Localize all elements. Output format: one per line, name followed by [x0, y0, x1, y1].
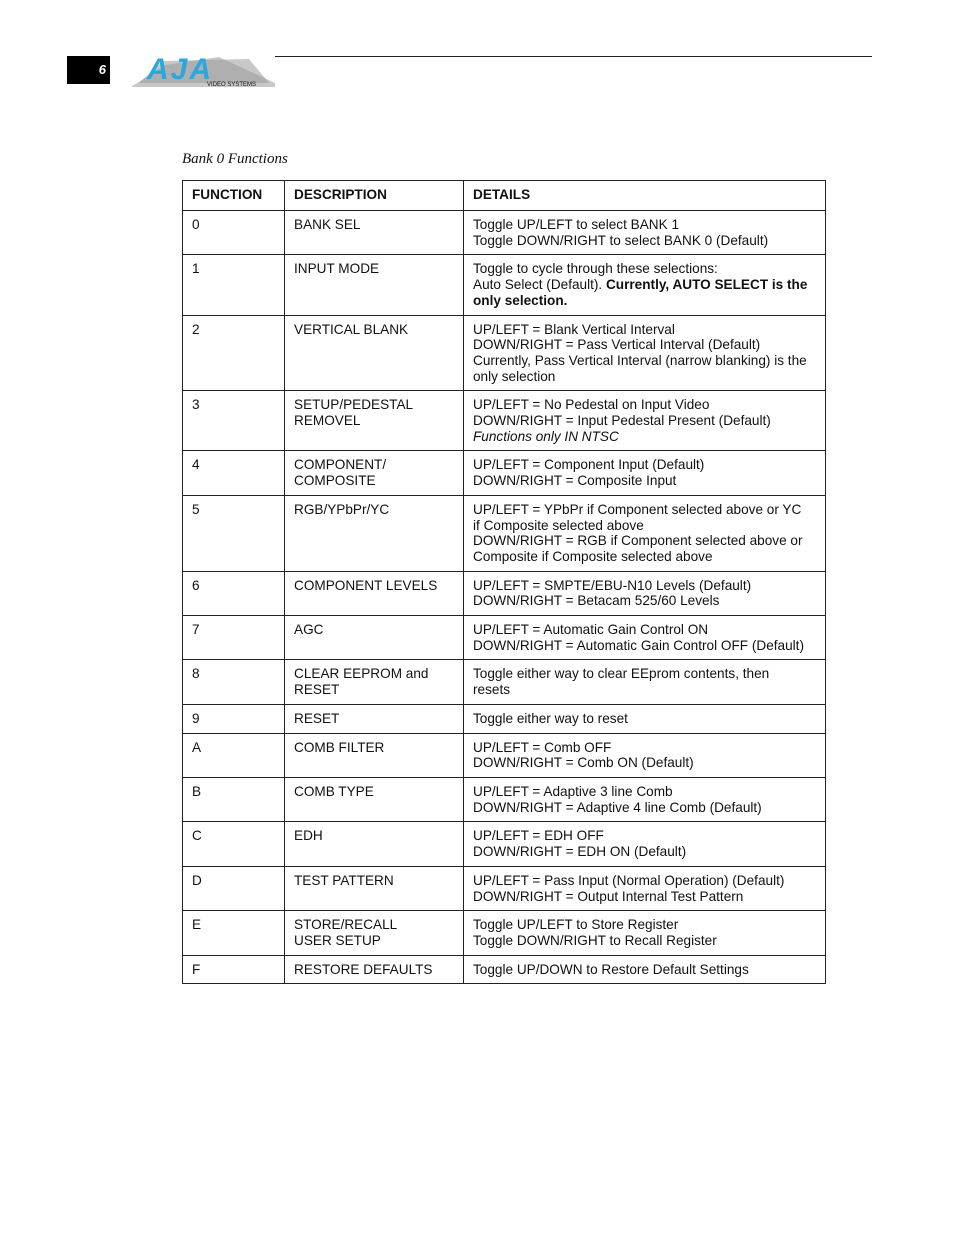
details-cell	[464, 955, 826, 984]
details-text: Toggle either way to clear EEprom contents, then	[473, 666, 770, 682]
details-text: Toggle DOWN/RIGHT to select BANK 0 (Default)	[473, 232, 769, 248]
function-cell: 5	[183, 495, 285, 571]
function-cell: 0	[183, 211, 285, 255]
details-cell	[464, 822, 826, 866]
table-row	[183, 733, 826, 777]
function-cell: 8	[183, 660, 285, 704]
details-cell	[464, 495, 826, 571]
details-line	[473, 397, 817, 413]
details-line	[473, 369, 817, 385]
details-line	[473, 622, 817, 638]
description-line: COMPONENT/	[294, 457, 387, 473]
table-row	[183, 660, 826, 704]
details-line	[473, 917, 817, 933]
description-line: BANK SEL	[294, 217, 361, 232]
function-cell: D	[183, 866, 285, 910]
details-line	[473, 578, 817, 594]
details-line	[473, 828, 817, 844]
table-row	[183, 704, 826, 733]
details-text: Composite if Composite selected above	[473, 548, 713, 564]
description-line: STORE/RECALL	[294, 917, 398, 933]
page-number: 6	[67, 56, 110, 84]
description-cell	[285, 822, 464, 866]
table-caption: Bank 0 Functions	[182, 151, 288, 167]
function-cell: 6	[183, 571, 285, 615]
details-text: only selection.	[473, 292, 568, 308]
details-line	[473, 233, 817, 249]
description-line: USER SETUP	[294, 932, 381, 948]
description-line: EDH	[294, 828, 323, 844]
details-cell	[464, 660, 826, 704]
logo-wordmark: AJA	[147, 53, 214, 86]
table-row	[183, 777, 826, 821]
details-text: UP/LEFT = SMPTE/EBU-N10 Levels (Default)	[473, 577, 752, 593]
bank0-functions-table	[182, 180, 826, 984]
table-row	[183, 315, 826, 391]
details-text: Auto Select (Default).	[473, 277, 606, 293]
details-line	[473, 337, 817, 353]
function-cell: 2	[183, 315, 285, 391]
table-row	[183, 571, 826, 615]
details-text: resets	[473, 682, 511, 698]
table-row	[183, 616, 826, 660]
description-line: CLEAR EEPROM and	[294, 666, 429, 682]
details-line	[473, 261, 817, 277]
details-line	[473, 962, 817, 978]
table-header-row	[183, 181, 826, 211]
details-text: Currently, Pass Vertical Interval (narrow blanking) is the	[473, 352, 807, 368]
description-cell	[285, 315, 464, 391]
description-line: RESTORE DEFAULTS	[294, 961, 433, 977]
table-row	[183, 255, 826, 315]
header-description: DESCRIPTION	[285, 181, 464, 211]
details-text: Functions only IN NTSC	[473, 428, 619, 444]
function-cell: 3	[183, 391, 285, 451]
function-cell: 7	[183, 616, 285, 660]
details-line	[473, 800, 817, 816]
description-cell	[285, 955, 464, 984]
function-cell: B	[183, 777, 285, 821]
description-cell	[285, 866, 464, 910]
function-cell: F	[183, 955, 285, 984]
function-cell: A	[183, 733, 285, 777]
description-line: TEST PATTERN	[294, 872, 394, 888]
description-cell	[285, 495, 464, 571]
description-line: COMB TYPE	[294, 783, 374, 799]
details-cell	[464, 451, 826, 495]
details-line	[473, 755, 817, 771]
details-cell	[464, 866, 826, 910]
description-line: RESET	[294, 682, 340, 698]
details-line	[473, 549, 817, 565]
table-row	[183, 391, 826, 451]
function-cell: 4	[183, 451, 285, 495]
details-line	[473, 353, 817, 369]
description-cell	[285, 704, 464, 733]
details-line	[473, 277, 817, 293]
details-line	[473, 784, 817, 800]
function-cell: 1	[183, 255, 285, 315]
details-text: only selection	[473, 368, 556, 384]
details-text: DOWN/RIGHT = RGB if Component selected above or	[473, 533, 803, 549]
details-text: DOWN/RIGHT = Input Pedestal Present (Default)	[473, 413, 771, 429]
details-text: UP/LEFT = Automatic Gain Control ON	[473, 622, 709, 638]
description-line: VERTICAL BLANK	[294, 321, 409, 337]
details-line	[473, 502, 817, 518]
details-cell	[464, 777, 826, 821]
description-line: AGC	[294, 622, 324, 638]
details-text: DOWN/RIGHT = EDH ON (Default)	[473, 844, 687, 860]
details-cell	[464, 704, 826, 733]
details-text: if Composite selected above	[473, 517, 644, 533]
details-text: DOWN/RIGHT = Comb ON (Default)	[473, 755, 694, 771]
details-line	[473, 217, 817, 233]
details-cell	[464, 255, 826, 315]
details-line	[473, 682, 817, 698]
details-cell	[464, 616, 826, 660]
aja-logo	[129, 53, 275, 89]
description-line: COMPOSITE	[294, 473, 376, 489]
description-cell	[285, 911, 464, 955]
table-row	[183, 211, 826, 255]
table-row	[183, 822, 826, 866]
details-text: Toggle UP/LEFT to select BANK 1	[473, 217, 680, 232]
details-line	[473, 844, 817, 860]
header-function: FUNCTION	[183, 181, 285, 211]
details-line	[473, 638, 817, 654]
details-line	[473, 429, 817, 445]
details-text: UP/LEFT = Adaptive 3 line Comb	[473, 783, 673, 799]
details-text: Toggle UP/DOWN to Restore Default Settings	[473, 961, 749, 977]
function-cell: C	[183, 822, 285, 866]
description-cell	[285, 391, 464, 451]
details-text: UP/LEFT = EDH OFF	[473, 828, 604, 844]
details-text: UP/LEFT = Component Input (Default)	[473, 457, 705, 473]
details-text: DOWN/RIGHT = Adaptive 4 line Comb (Default)	[473, 799, 762, 815]
details-text: UP/LEFT = YPbPr if Component selected above or YC	[473, 501, 802, 517]
details-line	[473, 740, 817, 756]
description-cell	[285, 733, 464, 777]
details-line	[473, 711, 817, 727]
details-cell	[464, 315, 826, 391]
details-text: DOWN/RIGHT = Betacam 525/60 Levels	[473, 593, 720, 609]
description-line: REMOVEL	[294, 413, 361, 429]
details-cell	[464, 733, 826, 777]
table-row	[183, 495, 826, 571]
function-cell: E	[183, 911, 285, 955]
details-cell	[464, 391, 826, 451]
table-row	[183, 955, 826, 984]
details-cell	[464, 571, 826, 615]
description-cell	[285, 255, 464, 315]
description-cell	[285, 777, 464, 821]
function-cell: 9	[183, 704, 285, 733]
details-text: DOWN/RIGHT = Pass Vertical Interval (Default)	[473, 337, 761, 353]
details-line	[473, 473, 817, 489]
description-cell	[285, 616, 464, 660]
details-line	[473, 889, 817, 905]
details-line	[473, 933, 817, 949]
details-text: DOWN/RIGHT = Output Internal Test Pattern	[473, 888, 744, 904]
description-line: SETUP/PEDESTAL	[294, 397, 414, 413]
description-cell	[285, 660, 464, 704]
details-line	[473, 533, 817, 549]
table-row	[183, 451, 826, 495]
details-text: Toggle UP/LEFT to Store Register	[473, 917, 679, 933]
description-line: COMPONENT LEVELS	[294, 577, 438, 593]
details-line	[473, 666, 817, 682]
table-row	[183, 911, 826, 955]
details-text: UP/LEFT = No Pedestal on Input Video	[473, 397, 710, 413]
table-row	[183, 866, 826, 910]
logo-subtitle: VIDEO SYSTEMS	[207, 82, 257, 88]
details-line	[473, 413, 817, 429]
description-line: RESET	[294, 710, 340, 726]
description-cell	[285, 571, 464, 615]
details-text: Toggle to cycle through these selections:	[473, 261, 718, 277]
details-text: Toggle DOWN/RIGHT to Recall Register	[473, 932, 717, 948]
details-line	[473, 518, 817, 534]
details-text: Currently, AUTO SELECT is the	[605, 277, 808, 293]
details-text: UP/LEFT = Pass Input (Normal Operation) (Default)	[473, 872, 785, 888]
description-line: COMB FILTER	[294, 739, 385, 755]
details-line	[473, 457, 817, 473]
header-rule	[275, 56, 872, 57]
details-line	[473, 873, 817, 889]
details-cell	[464, 211, 826, 255]
details-text: DOWN/RIGHT = Composite Input	[473, 473, 677, 489]
details-text: UP/LEFT = Blank Vertical Interval	[473, 321, 675, 337]
description-line: RGB/YPbPr/YC	[294, 501, 390, 517]
header-details: DETAILS	[464, 181, 826, 211]
details-line	[473, 322, 817, 338]
description-cell	[285, 211, 464, 255]
details-text: DOWN/RIGHT = Automatic Gain Control OFF (Default)	[473, 637, 804, 653]
details-text: Toggle either way to reset	[473, 710, 628, 726]
description-cell	[285, 451, 464, 495]
details-line	[473, 593, 817, 609]
details-cell	[464, 911, 826, 955]
details-line	[473, 293, 817, 309]
details-text: UP/LEFT = Comb OFF	[473, 739, 612, 755]
description-line: INPUT MODE	[294, 261, 380, 277]
